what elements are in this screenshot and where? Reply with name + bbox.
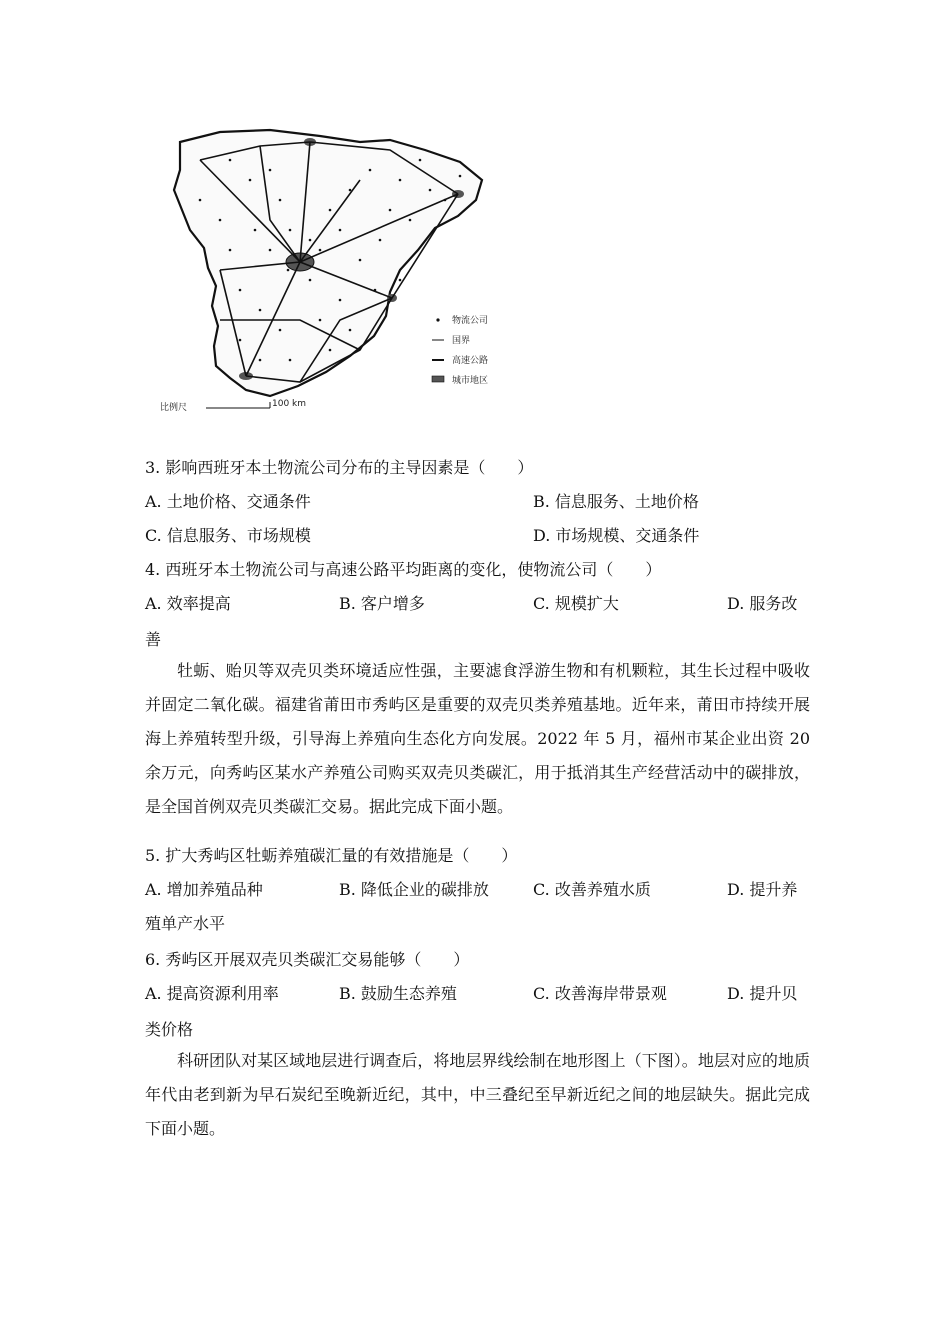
legend-border: 国界 xyxy=(452,336,471,346)
q5-option-d: D. 提升养 xyxy=(727,880,798,899)
map-outline xyxy=(174,130,482,396)
passage-shellfish: 牡蛎、贻贝等双壳贝类环境适应性强，主要滤食浮游生物和有机颗粒，其生长过程中吸收并固定二氧化碳。福建省莆田市秀屿区是重要的双壳贝类养殖基地。近年来，莆田市持续开展海上养殖转型升级，引导海上养殖向生态化方向发展。2022 年 5 月，福州市某企业出资 20 余万元，向秀屿区某水产养殖公司购买双壳贝类碳汇，用于抵消其生产经营活动中的碳排放，是全国首例双壳贝类碳汇交易。据此完成下面小题。 xyxy=(145,661,810,816)
q5-option-a: A. 增加养殖品种 xyxy=(145,880,263,899)
legend-urban: 城市地区 xyxy=(452,376,489,386)
q4-option-a: A. 效率提高 xyxy=(145,594,231,613)
q4-option-d-wrap: 善 xyxy=(145,630,162,649)
q4-option-c: C. 规模扩大 xyxy=(533,594,619,613)
q3-stem: 3. 影响西班牙本土物流公司分布的主导因素是（ ） xyxy=(145,458,534,477)
q5-stem: 5. 扩大秀屿区牡蛎养殖碳汇量的有效措施是（ ） xyxy=(145,846,518,865)
q4-option-d: D. 服务改 xyxy=(727,594,798,613)
q3-option-b: B. 信息服务、土地价格 xyxy=(533,492,699,511)
q5-option-b: B. 降低企业的碳排放 xyxy=(339,880,489,899)
legend-logistics: 物流公司 xyxy=(452,316,489,326)
q6-option-a: A. 提高资源利用率 xyxy=(145,984,279,1003)
q4-option-b: B. 客户增多 xyxy=(339,594,425,613)
q6-option-c: C. 改善海岸带景观 xyxy=(533,984,667,1003)
q6-option-d-wrap: 类价格 xyxy=(145,1020,194,1039)
q6-stem: 6. 秀屿区开展双壳贝类碳汇交易能够（ ） xyxy=(145,950,470,969)
q5-option-d-wrap: 殖单产水平 xyxy=(145,914,226,933)
scale-label: 比例尺 xyxy=(160,403,188,413)
passage-strata: 科研团队对某区域地层进行调查后，将地层界线绘制在地形图上（下图）。地层对应的地质年代由老到新为早石炭纪至晚新近纪，其中，中三叠纪至早新近纪之间的地层缺失。据此完成下面小题。 xyxy=(145,1051,810,1138)
q3-option-c: C. 信息服务、市场规模 xyxy=(145,526,311,545)
scale-value: 100 km xyxy=(272,399,307,409)
spain-logistics-map xyxy=(160,120,530,420)
legend-highway: 高速公路 xyxy=(452,356,489,366)
q4-stem: 4. 西班牙本土物流公司与高速公路平均距离的变化，使物流公司（ ） xyxy=(145,560,662,579)
map-figure xyxy=(160,120,530,420)
q5-option-c: C. 改善养殖水质 xyxy=(533,880,651,899)
q6-option-b: B. 鼓励生态养殖 xyxy=(339,984,457,1003)
q3-option-d: D. 市场规模、交通条件 xyxy=(533,526,700,545)
q6-option-d: D. 提升贝 xyxy=(727,984,798,1003)
q3-option-a: A. 土地价格、交通条件 xyxy=(145,492,311,511)
